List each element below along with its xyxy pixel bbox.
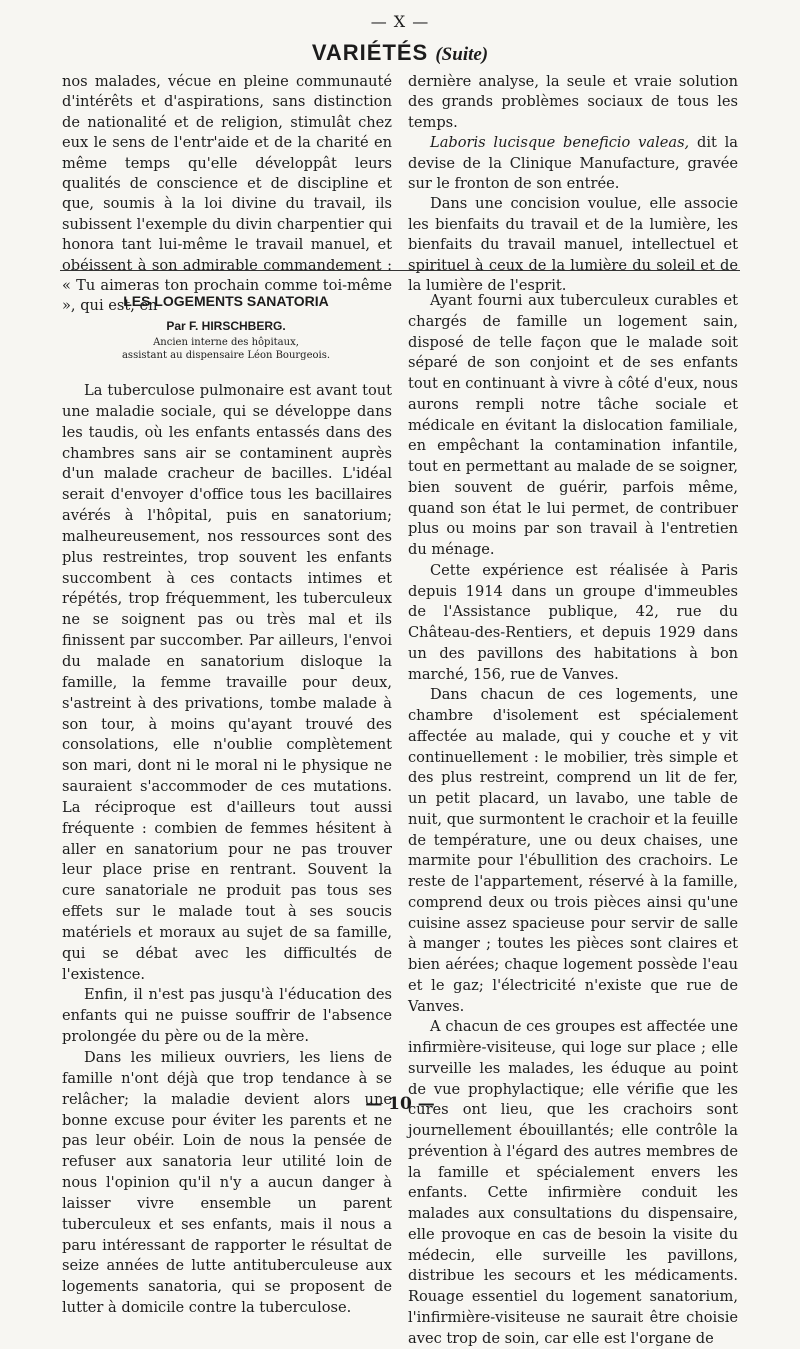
paragraph: Dans chacun de ces logements, une chambre d'isolement est spécialement affectée au malade, qui y couche et y vit continuellement : le mobilier, très simple et des plus restreint, comprend un lit de fer, un petit placard, un lavabo, une table de nuit, que surmontent le crachoir et la feuille de température, une ou deux chaises, une marmite pour l'ébullition des crachoirs. Le reste de l'appartement, réservé à la famille, comprend deux ou trois pièces ainsi qu'une cuisine assez spacieuse pour servir de salle à manger ; toutes les pièces sont claires et bien aérées; chaque logement possède l'eau et le gaz; l'électricité n'existe que rue de Vanves. xyxy=(408,686,738,1015)
latin-motto: Laboris lucisque beneficio valeas, xyxy=(430,134,690,152)
paragraph: A chacun de ces groupes est affectée une infirmière-visiteuse, qui loge sur place ; elle surveille les malades, les éduque au point de vue prophylactique; elle vérifie que les cures ont lieu, que les crachoirs sont journellement ébouillantés; elle contrôle la prévention à l'égard des autres membres de la famille et spécialement envers les enfants. Cette infirmière conduit les malades aux consultations du dispensaire, elle provoque en cas de besoin la visite du médecin, elle surveille les pavillons, distribue les secours et les médicaments. Rouage essentiel du logement sanatorium, l'infirmière-visiteuse ne saurait être choisie avec trop de soin, car elle est l'organe de xyxy=(408,1018,738,1347)
paragraph-motto xyxy=(408,133,738,194)
paragraph: nos malades, vécue en pleine communauté d'intérêts et d'aspirations, sans distinction de nationalité et de religion, stimulât chez eux le sens de l'entr'aide et de la charité en même temps qu'elle développât leurs qualités de conscience et de discipline et que, soumis à la loi divine du travail, ils subissent l'exemple du divin charpentier qui honora tant lui-même le travail manuel, et obéissent à son admirable commandement : « Tu aimeras ton prochain comme toi-même », qui est, en xyxy=(62,73,392,315)
section-name: VARIÉTÉS xyxy=(311,40,429,65)
section-title xyxy=(0,40,800,66)
article-left-column xyxy=(62,381,392,1319)
paragraph: La tuberculose pulmonaire est avant tout une maladie sociale, qui se développe dans les taudis, où les enfants entassés dans des chambres sans air se contaminent auprès d'un malade cracheur de bacilles. L'idéal serait d'envoyer d'office tous les bacillaires avérés à l'hôpital, puis en sanatorium; malheureusement, nos ressources sont des plus restreintes, trop souvent les enfants succombent à ces contacts intimes et répétés, trop fréquemment, les tuberculeux ne se soignent pas ou très mal et ils finissent par succomber. Par ailleurs, l'envoi du malade en sanatorium disloque la famille, la femme travaille pour deux, s'astreint à des privations, tombe malade à son tour, à moins qu'ayant trouvé des consolations, elle n'oublie complètement son mari, dont ni le moral ni le physique ne sauraient s'accommoder de ces mutations. La réciproque est d'ailleurs tout aussi fréquente : combien de femmes hésitent à aller en sanatorium pour ne pas trouver leur place prise en rentrant. Souvent la cure sanatoriale ne produit pas tous ses effets sur le malade tout à ses soucis matériels et moraux au sujet de sa famille, qui se débat avec les difficultés de l'existence. xyxy=(62,382,392,983)
previous-article-right-column xyxy=(408,72,738,296)
paragraph: dernière analyse, la seule et vraie solution des grands problèmes sociaux de tous les temps. xyxy=(408,73,738,131)
paragraph: Cette expérience est réalisée à Paris depuis 1914 dans un groupe d'immeubles de l'Assistance publique, 42, rue du Château-des-Rentiers, et depuis 1929 dans un des pavillons des habitations à bon marché, 156, rue de Vanves. xyxy=(408,561,738,683)
section-divider xyxy=(60,270,740,271)
section-suite: (Suite) xyxy=(435,44,489,65)
paragraph: Ayant fourni aux tuberculeux curables et chargés de famille un logement sain, disposé de telle façon que le malade soit séparé de son conjoint et de ses enfants tout en continuant à vivre à côté d'eux, nous aurons rempli notre tâche sociale et médicale en évitant la dislocation familiale, en empêchant la contamination infantile, tout en permettant au malade de se soigner, bien souvent de guérir, parfois même, quand son état le lui permet, de contribuer plus ou moins par son travail à l'entretien du ménage. xyxy=(408,292,738,558)
paragraph: Dans une concision voulue, elle associe les bienfaits du travail et de la lumière, les bienfaits du travail manuel, intellectuel et spirituel à ceux de la lumière du soleil et de la lumière de l'esprit. xyxy=(408,195,738,295)
author-affiliation xyxy=(60,336,392,362)
affiliation-line: Ancien interne des hôpitaux, xyxy=(153,337,299,348)
paragraph: Enfin, il n'est pas jusqu'à l'éducation des enfants qui ne puisse souffrir de l'absence prolongée du père ou de la mère. xyxy=(62,986,392,1046)
previous-article-left-column xyxy=(62,72,392,317)
paragraph: Dans les milieux ouvriers, les liens de famille n'ont déjà que trop tendance à se relâcher; la maladie devient alors une bonne excuse pour éviter les parents et ne pas leur obéir. Loin de nous la pensée de refuser aux sanatoria leur utilité loin de nous l'opinion qu'il n'y a aucun danger à laisser vivre ensemble un parent tuberculeux et ses enfants, mais il nous a paru intéressant de rapporter le résultat de seize années de lutte antituberculeuse aux logements sanatoria, qui se proposent de lutter à domicile contre la tuberculose. xyxy=(62,1049,392,1317)
affiliation-line: assistant au dispensaire Léon Bourgeois. xyxy=(121,350,331,361)
article-right-column xyxy=(408,291,738,1349)
article-byline: Par F. HIRSCHBERG. xyxy=(166,319,286,333)
motto-rest: dit la devise de la Clinique Manufacture, gravée sur le fronton de son entrée. xyxy=(408,134,738,193)
roman-page-number: — X — xyxy=(370,12,430,31)
page-number: — 10 — xyxy=(365,1094,435,1114)
article-title: LES LOGEMENTS SANATORIA xyxy=(123,293,329,309)
